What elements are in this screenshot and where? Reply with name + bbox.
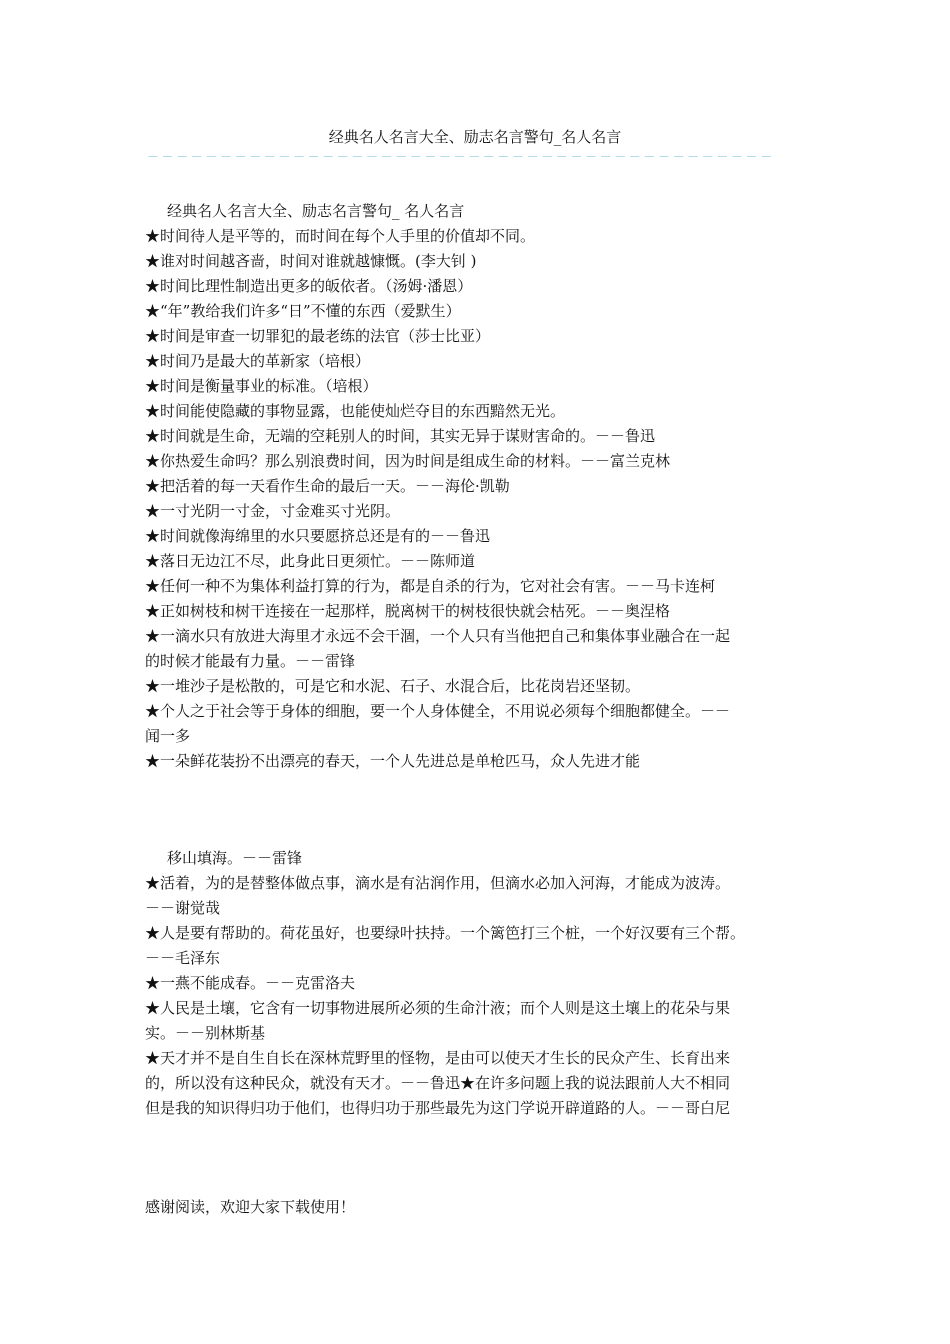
section-heading: 经典名人名言大全、励志名言警句_ 名人名言 — [167, 202, 465, 220]
quote-line: 移山填海。－－雷锋 — [167, 849, 303, 867]
quote-line: ★谁对时间越吝啬，时间对谁就越慷慨。(李大钊 ) — [145, 252, 477, 270]
quote-line: ★时间是审查一切罪犯的最老练的法官（莎士比亚） — [145, 327, 491, 345]
title-dash-rule: －－－－－－－－－－－－－－－－－－－－－－－－－－－－－－－－－－－－－－－－－－－ — [147, 150, 775, 164]
quote-line: ★把活着的每一天看作生命的最后一天。－－海伦·凯勒 — [145, 477, 510, 495]
quote-line: ★个人之于社会等于身体的细胞，要一个人身体健全，不用说必须每个细胞都健全。－－ — [145, 702, 731, 720]
quote-line: ★落日无边江不尽，此身此日更须忙。－－陈师道 — [145, 552, 476, 570]
quote-line: ★你热爱生命吗？那么别浪费时间，因为时间是组成生命的材料。－－富兰克林 — [145, 452, 671, 470]
quote-line: 的时候才能最有力量。－－雷锋 — [145, 652, 356, 670]
quote-line: －－毛泽东 — [145, 949, 221, 967]
quotes-block-2 — [145, 846, 810, 1121]
quote-line: ★一滴水只有放进大海里才永远不会干涸，一个人只有当他把自己和集体事业融合在一起 — [145, 627, 731, 645]
quote-line: ★时间就是生命，无端的空耗别人的时间，其实无异于谋财害命的。－－鲁迅 — [145, 427, 656, 445]
quote-line: 实。－－别林斯基 — [145, 1024, 266, 1042]
page-title: 经典名人名言大全、励志名言警句_名人名言 — [328, 128, 622, 146]
quote-line: ★时间就像海绵里的水只要愿挤总还是有的－－鲁迅 — [145, 527, 491, 545]
quote-line: ★人民是土壤，它含有一切事物进展所必须的生命汁液；而个人则是这土壤上的花朵与果 — [145, 999, 731, 1017]
quote-line: ★一堆沙子是松散的，可是它和水泥、石子、水混合后，比花岗岩还坚韧。 — [145, 677, 641, 695]
quote-line: ★时间能使隐藏的事物显露，也能使灿烂夺目的东西黯然无光。 — [145, 402, 566, 420]
quote-line: ★时间乃是最大的革新家（培根） — [145, 352, 371, 370]
quote-line: ★任何一种不为集体利益打算的行为，都是自杀的行为，它对社会有害。－－马卡连柯 — [145, 577, 716, 595]
quote-line: 闻一多 — [145, 727, 191, 745]
quote-line: ★活着，为的是替整体做点事，滴水是有沾润作用，但滴水必加入河海，才能成为波涛。 — [145, 874, 731, 892]
quote-line: ★时间比理性制造出更多的皈依者。（汤姆·潘恩） — [145, 277, 473, 295]
quote-line: ★“年”教给我们许多“日”不懂的东西（爱默生） — [145, 302, 461, 320]
quote-line: ★正如树枝和树干连接在一起那样，脱离树干的树枝很快就会枯死。－－奥涅格 — [145, 602, 671, 620]
quote-line: 的，所以没有这种民众，就没有天才。－－鲁迅★在许多问题上我的说法跟前人大不相同 — [145, 1074, 731, 1092]
quote-line: ★时间是衡量事业的标准。（培根） — [145, 377, 378, 395]
closing-note: 感谢阅读，欢迎大家下载使用！ — [145, 1198, 356, 1216]
quote-line: ★时间待人是平等的，而时间在每个人手里的价值却不同。 — [145, 227, 536, 245]
quotes-block-1 — [145, 199, 810, 774]
quote-line: ★天才并不是自生自长在深林荒野里的怪物，是由可以使天才生长的民众产生、长育出来 — [145, 1049, 731, 1067]
quote-line: ★一寸光阴一寸金，寸金难买寸光阴。 — [145, 502, 401, 520]
quote-line: 但是我的知识得归功于他们，也得归功于那些最先为这门学说开辟道路的人。－－哥白尼 — [145, 1099, 731, 1117]
quote-line: ★人是要有帮助的。荷花虽好，也要绿叶扶持。一个篱笆打三个桩，一个好汉要有三个帮。 — [145, 924, 746, 942]
quote-line: ★一燕不能成春。－－克雷洛夫 — [145, 974, 356, 992]
quote-line: －－谢觉哉 — [145, 899, 221, 917]
quote-line: ★一朵鲜花装扮不出漂亮的春天，一个人先进总是单枪匹马，众人先进才能 — [145, 752, 641, 770]
